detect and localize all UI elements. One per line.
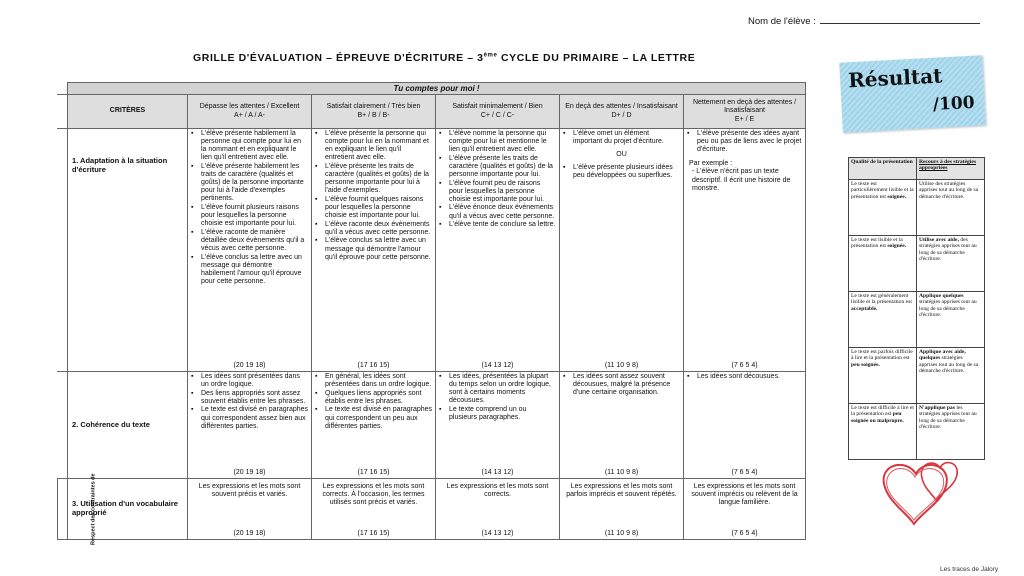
presentation-cell: Le texte est lisible et la présentation est soignée.	[849, 236, 917, 292]
table-row	[849, 236, 985, 292]
presentation-cell: Le texte est particulièrement lisible et la présentation est soignée.	[849, 180, 917, 236]
table-row	[58, 129, 806, 372]
or-separator: OU	[616, 151, 627, 159]
points-range: (14 13 12)	[481, 529, 514, 537]
strategies-cell: Applique quelques stratégies apprises tout au long de sa démarche d'écriture.	[917, 292, 985, 348]
list-item: ▪ Les idées, présentées la plupart du temps selon un ordre logique, sont à certains moments décousues.	[439, 373, 556, 405]
result-title: Résultat	[847, 63, 943, 93]
grid-cell	[436, 129, 560, 372]
points-range: (17 16 15)	[357, 529, 390, 537]
list-item: ▪ L'élève fournit peu de raisons pour lesquelles la personne choisie est importante pour lui.	[439, 180, 556, 204]
evaluation-grid	[57, 82, 806, 545]
grid-cell	[684, 372, 806, 479]
grid-cell	[312, 129, 436, 372]
points-range: (11 10 9 8)	[604, 529, 639, 537]
large-heart-sketch-icon	[887, 468, 944, 520]
list-item: ▪ L'élève conclus sa lettre avec un message qui démontre habilement l'amour qu'il éprouve pour cette personne.	[191, 254, 308, 286]
table-row	[849, 348, 985, 404]
grid-cell	[684, 129, 806, 372]
points-range: (20 19 18)	[233, 529, 266, 537]
title-main: GRILLE D'ÉVALUATION – ÉPREUVE D'ÉCRITURE – 3	[193, 52, 484, 64]
hearts-icon	[878, 450, 973, 530]
grid-cell	[188, 129, 312, 372]
student-name-line[interactable]	[820, 15, 980, 24]
points-range: (14 13 12)	[481, 361, 514, 369]
table-row	[849, 292, 985, 348]
grid-header-row	[58, 95, 806, 129]
points-range: (14 13 12)	[481, 468, 514, 476]
row-side-spacer	[58, 129, 68, 372]
level-header-bien: Satisfait minimalement / Bien C+ / C / C-	[436, 95, 560, 129]
list-item: ▪ Le texte est divisé en paragraphes qui correspondent assez bien aux différentes parties.	[191, 406, 308, 430]
criterion-label: 3. Utilisation d'un vocabulaire approprié	[68, 479, 188, 540]
criterion-label: 1. Adaptation à la situation d'écriture	[68, 129, 188, 372]
row-side-spacer	[58, 372, 68, 479]
points-range: (7 6 5 4)	[731, 361, 758, 369]
grid-cell	[560, 372, 684, 479]
cell-text: Les expressions et les mots sont souvent imprécis ou relèvent de la langue familière.	[691, 483, 798, 507]
list-item: ▪ L'élève conclus sa lettre avec un message qui démontre l'amour qu'il éprouve pour cette personne.	[315, 237, 432, 261]
grid-cell	[560, 479, 684, 540]
list-item: ▪ Le texte comprend un ou plusieurs paragraphes.	[439, 406, 556, 422]
points-range: (20 19 18)	[233, 361, 266, 369]
cell-text: Les expressions et les mots sont souvent précis et variés.	[198, 483, 301, 499]
list-item: ▪ L'élève nomme la personne qui compte pour lui et mentionne le lien qu'il entretient avec elle.	[439, 130, 556, 154]
cell-text: Les expressions et les mots sont parfois imprécis et souvent répétés.	[566, 483, 677, 499]
list-item: ▪ Des liens appropriés sont assez souvent établis entre les phrases.	[191, 390, 308, 406]
document-title	[193, 52, 695, 64]
grid-cell	[684, 479, 806, 540]
presentation-cell: Le texte est parfois difficile à lire et la présentation est peu soignée.	[849, 348, 917, 404]
example-text: - L'élève n'écrit pas un texte descriptif. Il écrit une histoire de monstre.	[692, 168, 791, 192]
title-rest: CYCLE DU PRIMAIRE – LA LETTRE	[497, 52, 696, 64]
grid-cell	[312, 479, 436, 540]
presentation-table	[848, 157, 985, 460]
grid-cell	[436, 372, 560, 479]
list-item: ▪ L'élève énonce deux évènements qu'il a vécus avec cette personne.	[439, 204, 556, 220]
title-sup: ème	[483, 52, 498, 59]
list-item: ▪ L'élève présente des idées ayant peu ou pas de liens avec le projet d'écriture.	[687, 130, 802, 154]
grid-cell	[188, 372, 312, 479]
grid-cell	[436, 479, 560, 540]
list-item: ▪ L'élève présente les traits de caractère (qualités et goûts) de la personne importante pour lui à l'aide d'exemples.	[315, 163, 432, 195]
list-item: ▪ L'élève fournit plusieurs raisons pour lesquelles la personne choisie est importante pour lui.	[191, 204, 308, 228]
table-row	[58, 372, 806, 479]
strategies-cell: Utilise avec aide, des stratégies apprises tout au long de sa démarche d'écriture.	[917, 236, 985, 292]
list-item: ▪ L'élève raconte deux évènements qu'il a vécus avec cette personne.	[315, 221, 432, 237]
strategies-cell: N'applique pas les stratégies apprises tout au long de sa démarche d'écriture.	[917, 404, 985, 460]
points-range: (17 16 15)	[357, 361, 390, 369]
points-range: (7 6 5 4)	[731, 468, 758, 476]
level-header-tres-bien: Satisfait clairement / Très bien B+ / B / B-	[312, 95, 436, 129]
result-box	[839, 55, 985, 132]
points-range: (7 6 5 4)	[731, 529, 758, 537]
student-name-field[interactable]	[748, 15, 980, 27]
points-range: (11 10 9 8)	[604, 468, 639, 476]
example-label: Par exemple :	[689, 160, 733, 168]
criterion-label: 2. Cohérence du texte	[68, 372, 188, 479]
presentation-header: Qualité de la présentation	[849, 158, 917, 180]
points-range: (17 16 15)	[357, 468, 390, 476]
list-item: ▪ L'élève raconte de manière détaillée deux évènements qu'il a vécus avec cette personne.	[191, 229, 308, 253]
header-side-spacer	[58, 95, 68, 129]
cell-text: Les expressions et les mots sont corrects. À l'occasion, les termes utilisés sont précis et variés.	[322, 483, 425, 507]
list-item: ▪ L'élève omet un élément important du projet d'écriture.	[563, 130, 680, 146]
cell-text: Les expressions et les mots sont corrects.	[446, 483, 549, 499]
large-heart-icon	[884, 465, 947, 524]
result-score: /100	[932, 92, 976, 115]
grid-corner	[58, 83, 68, 95]
list-item: ▪ L'élève présente habilement les traits de caractère (qualités et goûts) de la personne importante pour lui à l'aide d'exemples pertinents.	[191, 163, 308, 204]
list-item: ▪ Les idées sont présentées dans un ordre logique.	[191, 373, 308, 389]
list-item: ▪ L'élève présente les traits de caractère (qualités et goûts) de la personne importante pour lui.	[439, 155, 556, 179]
list-item: ▪ En général, les idées sont présentées dans un ordre logique.	[315, 373, 432, 389]
list-item: ▪ Quelques liens appropriés sont établis entre les phrases.	[315, 390, 432, 406]
table-row	[849, 180, 985, 236]
level-header-nettement-insatisfaisant: Nettement en deçà des attentes / Insatisfaisant E+ / E	[684, 95, 806, 129]
side-label: Respect des contraintes de	[58, 479, 68, 540]
points-range: (20 19 18)	[233, 468, 266, 476]
footer-credit: Les traces de Jalory	[940, 566, 999, 573]
strategies-cell: Applique avec aide, quelques stratégies apprises tout au long de sa démarche d'écriture.	[917, 348, 985, 404]
criteria-header: CRITÈRES	[68, 95, 188, 129]
list-item: ▪ Les idées sont assez souvent décousues, malgré la présence d'une certaine organisation.	[563, 373, 680, 397]
grid-cell	[312, 372, 436, 479]
grid-banner: Tu comptes pour moi !	[68, 83, 806, 95]
list-item: ▪ L'élève fournit quelques raisons pour lesquelles la personne choisie est importante pour lui.	[315, 196, 432, 220]
table-row	[58, 479, 806, 540]
grid-cell	[560, 129, 684, 372]
list-item: ▪ L'élève présente la personne qui compte pour lui en la nommant et en expliquant le lien qu'il entretient avec elle.	[315, 130, 432, 162]
list-item: ▪ Le texte est divisé en paragraphes qui correspondent un peu aux différentes parties.	[315, 406, 432, 430]
student-name-label: Nom de l'élève :	[748, 16, 816, 27]
presentation-cell: Le texte est généralement lisible et la présentation est acceptable.	[849, 292, 917, 348]
level-header-insatisfaisant: En deçà des attentes / Insatisfaisant D+ / D	[560, 95, 684, 129]
list-item: ▪ Les idées sont décousues.	[687, 373, 802, 381]
list-item: ▪ L'élève présente plusieurs idées peu développées ou superflues.	[563, 164, 680, 180]
grid-cell	[188, 479, 312, 540]
strategies-header: Recours à des stratégies appropriées	[917, 158, 985, 180]
points-range: (11 10 9 8)	[604, 361, 639, 369]
level-header-excellent: Dépasse les attentes / Excellent A+ / A / A-	[188, 95, 312, 129]
strategies-cell: Utilise des stratégies apprises tout au long de sa démarche d'écriture.	[917, 180, 985, 236]
presentation-cell: Le texte est difficile à lire et la présentation est peu soignée ou malpropre.	[849, 404, 917, 460]
list-item: ▪ L'élève présente habilement la personne qui compte pour lui en la nommant et en expliquant le lien qu'il entretient avec elle.	[191, 130, 308, 162]
list-item: ▪ L'élève tente de conclure sa lettre.	[439, 221, 556, 229]
